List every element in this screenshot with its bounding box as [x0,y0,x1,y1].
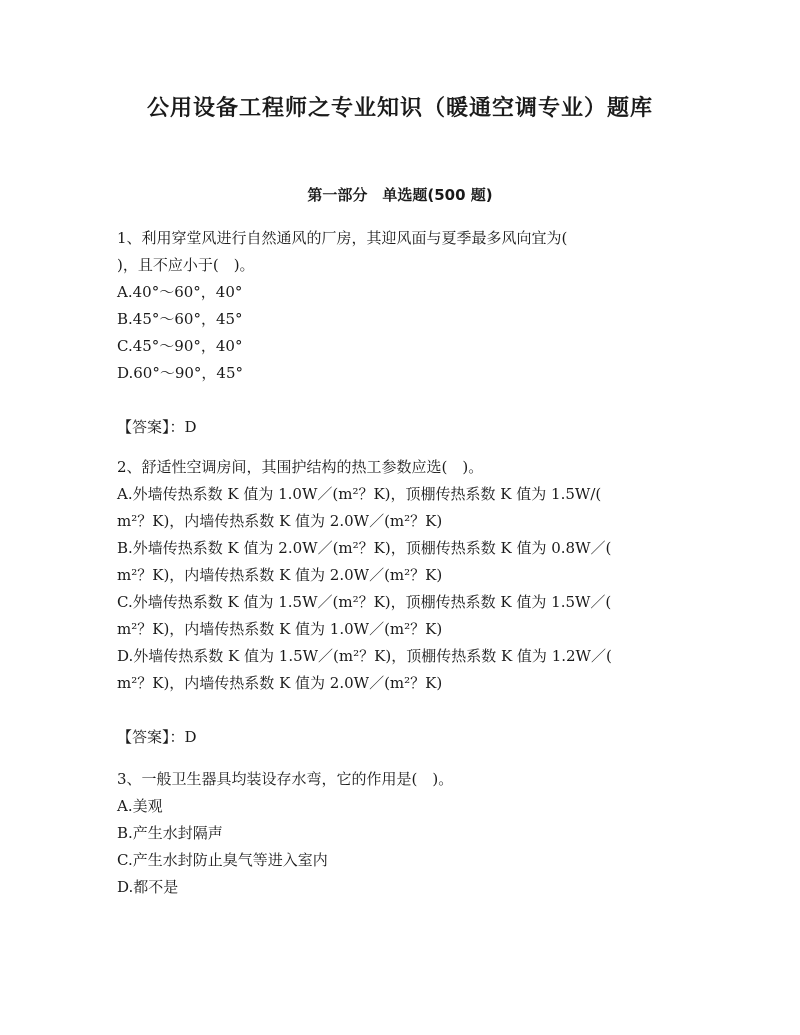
section-title: 第一部分 单选题(500 题) [307,186,493,204]
question-2 [117,454,689,751]
option-d: D.外墙传热系数 K 值为 1.5W／(m²？K)，顶棚传热系数 K 值为 1.2W／( [117,647,612,665]
question-3 [117,766,689,901]
option-d: D.60°～90°，45° [117,364,244,382]
question-stem-line: 3、一般卫生器具均装设存水弯，它的作用是( )。 [117,770,454,788]
question-stem-line: 1、利用穿堂风进行自然通风的厂房，其迎风面与夏季最多风向宜为( [117,229,568,247]
option-d-cont: m²？K)，内墙传热系数 K 值为 2.0W／(m²？K) [117,674,443,692]
option-a: A.40°～60°，40° [117,283,243,301]
option-b-cont: m²？K)，内墙传热系数 K 值为 2.0W／(m²？K) [117,566,443,584]
question-stem-line: 2、舒适性空调房间，其围护结构的热工参数应选( )。 [117,458,484,476]
option-a: A.美观 [117,797,163,815]
option-c: C.外墙传热系数 K 值为 1.5W／(m²？K)，顶棚传热系数 K 值为 1.5W／( [117,593,612,611]
option-b: B.45°～60°，45° [117,310,243,328]
question-1 [117,225,689,441]
option-b: B.产生水封隔声 [117,824,223,842]
option-c: C.45°～90°，40° [117,337,243,355]
option-b: B.外墙传热系数 K 值为 2.0W／(m²？K)，顶棚传热系数 K 值为 0.8W／( [117,539,612,557]
answer-line: 【答案】：D [117,728,197,746]
option-c-cont: m²？K)，内墙传热系数 K 值为 1.0W／(m²？K) [117,620,443,638]
option-a-cont: m²？K)，内墙传热系数 K 值为 2.0W／(m²？K) [117,512,443,530]
question-stem-line: )，且不应小于( )。 [117,256,255,274]
option-a: A.外墙传热系数 K 值为 1.0W／(m²？K)，顶棚传热系数 K 值为 1.5W/( [117,485,602,503]
option-d: D.都不是 [117,878,179,896]
document-title: 公用设备工程师之专业知识（暖通空调专业）题库 [146,96,653,121]
option-c: C.产生水封防止臭气等进入室内 [117,851,328,869]
answer-line: 【答案】：D [117,418,197,436]
